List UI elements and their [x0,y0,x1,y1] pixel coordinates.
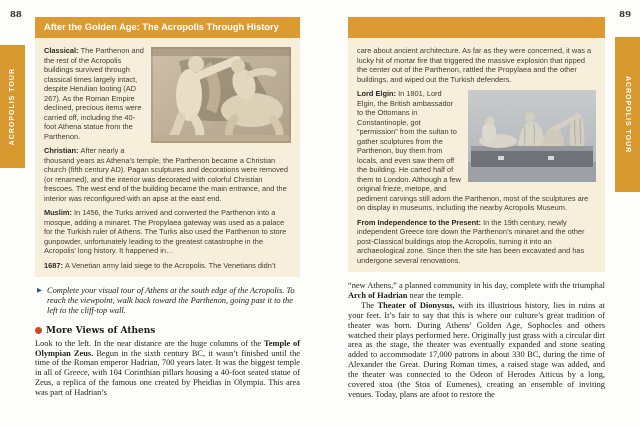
sidebar-box-left [35,38,300,277]
acropolis-tour-tab-left [0,45,25,168]
muslim-paragraph: Muslim: In 1456, the Turks arrived and converted the Parthenon into a mosque, adding a minaret. The Propylaea gateway was used as a palace for the Turkish ruler of Athens. The Turks also used the Parthenon to store gunpowder, unfortunately leading to the greatest catastrophe in the Acropolis’ long history. It happened in… [44,208,287,255]
sidebar-continuation-bar [348,17,605,38]
sidebar-box-right [348,38,605,272]
more-views-heading-text: More Views of Athens [46,325,156,336]
lord-elgin-paragraph: Lord Elgin: In 1801, Lord Elgin, the British ambassador to the Ottomans in Constantinople, got “permission” from the sultan to gather sculptures from the Parthenon, buy them from locals, and even saw them off the building. He carted half of them to London. Although a few original frieze, metope, and pediment carvings still adorn the Parthenon, most of the sculptures are on display in museums, including the nearby Acropolis Museum. [357,89,589,212]
page-number-left: 88 [10,10,22,20]
note-arrow-icon: ▶ [37,287,42,294]
page-right [348,17,605,400]
page-left [35,17,300,398]
page-number-right: 89 [619,10,631,20]
right-body-text [348,281,605,400]
explosion-paragraph: care about ancient architecture. As far as they were concerned, it was a lucky hit of mortar fire that triggered the massive explosion that ripped the center out of the Parthenon, rattled the Propylaea and the other buildings, and wiped out the Turkish defenders. [357,46,592,84]
section-bullet-icon [35,327,42,334]
left-body-text [35,339,300,398]
more-views-heading [35,326,300,336]
acropolis-tour-tab-right [615,37,640,192]
elgin-marbles-image [468,90,596,182]
arch-of-hadrian-paragraph: “new Athens,” a planned community in his day, complete with the triumphal Arch of Hadrian near the temple. [348,281,605,300]
independence-paragraph: From Independence to the Present: In the 19th century, newly independent Greece tore down the Parthenon’s minaret and the other post-Classical buildings atop the Acropolis, turning it into an archaeological zone. Since then the site has been excavated and has undergone several renovations. [357,217,585,265]
walking-note [37,286,300,317]
olympian-zeus-paragraph: Look to the left. In the near distance are the huge columns of the Temple of Olympian Zeus. Begun in the sixth century BC, it wasn’t finished until the time of the Roman emperor Hadrian, 700 years later. It was the biggest temple in all of Greece, with 104 Corinthian pillars housing a 40-foot seated statue of Zeus, a replica of the famous one created by Pheidias in Olympia. This area was part of Hadrian’s [35,338,300,398]
theater-of-dionysus-paragraph: The Theater of Dionysus, with its illustrious history, lies in ruins at your feet. It’s fair to say that this is where our culture’s great tradition of theater was born. During Athens’ Golden Age, Sophocles and others watched their plays performed here. Originally just grass with a circular dirt area as the stage, the theater was eventually expanded and stone seating added to accommodate 17,000 patrons in about 330 BC, during the time of Alexander the Great. During Roman times, a raised stage was added, and the theater was connected to the Odeon of Herodes Atticus by a long, covered stoa (the Stoa of Eumenes), creating an ensemble of inviting venues. Today, plans are afoot to restore the [348,300,606,399]
metope-relief-image [151,47,291,143]
tab-label-left: ACROPOLIS TOUR [9,67,16,146]
christian-paragraph: Christian: After nearly a thousand years as Athena’s temple, the Parthenon became a Christian church (fifth century AD). Pagan sculptures and decorations were removed (or renamed), and the interior was decorated with colorful Christian frescoes. The west end of the building became the main entrance, and the interior was reconfigured with an apse at the east end. [44,146,289,203]
walking-note-text: Complete your visual tour of Athens at the south edge of the Acropolis. To reach the viewpoint, walk back toward the Parthenon, going past it to the left to the cliff-top wall. [47,286,295,316]
year-1687-paragraph: 1687: A Venetian army laid siege to the Acropolis. The Venetians didn’t [44,260,276,270]
sidebar-title-bar: After the Golden Age: The Acropolis Through History [35,17,300,38]
tab-label-right: ACROPOLIS TOUR [624,75,631,154]
classical-paragraph: Classical: The Parthenon and the rest of the Acropolis buildings survived through classical times largely intact, despite Herulian looting (AD 267). As the Roman Empire declined, precious items were carried off, including the 40-foot Athena statue from the Parthenon. [44,46,144,141]
